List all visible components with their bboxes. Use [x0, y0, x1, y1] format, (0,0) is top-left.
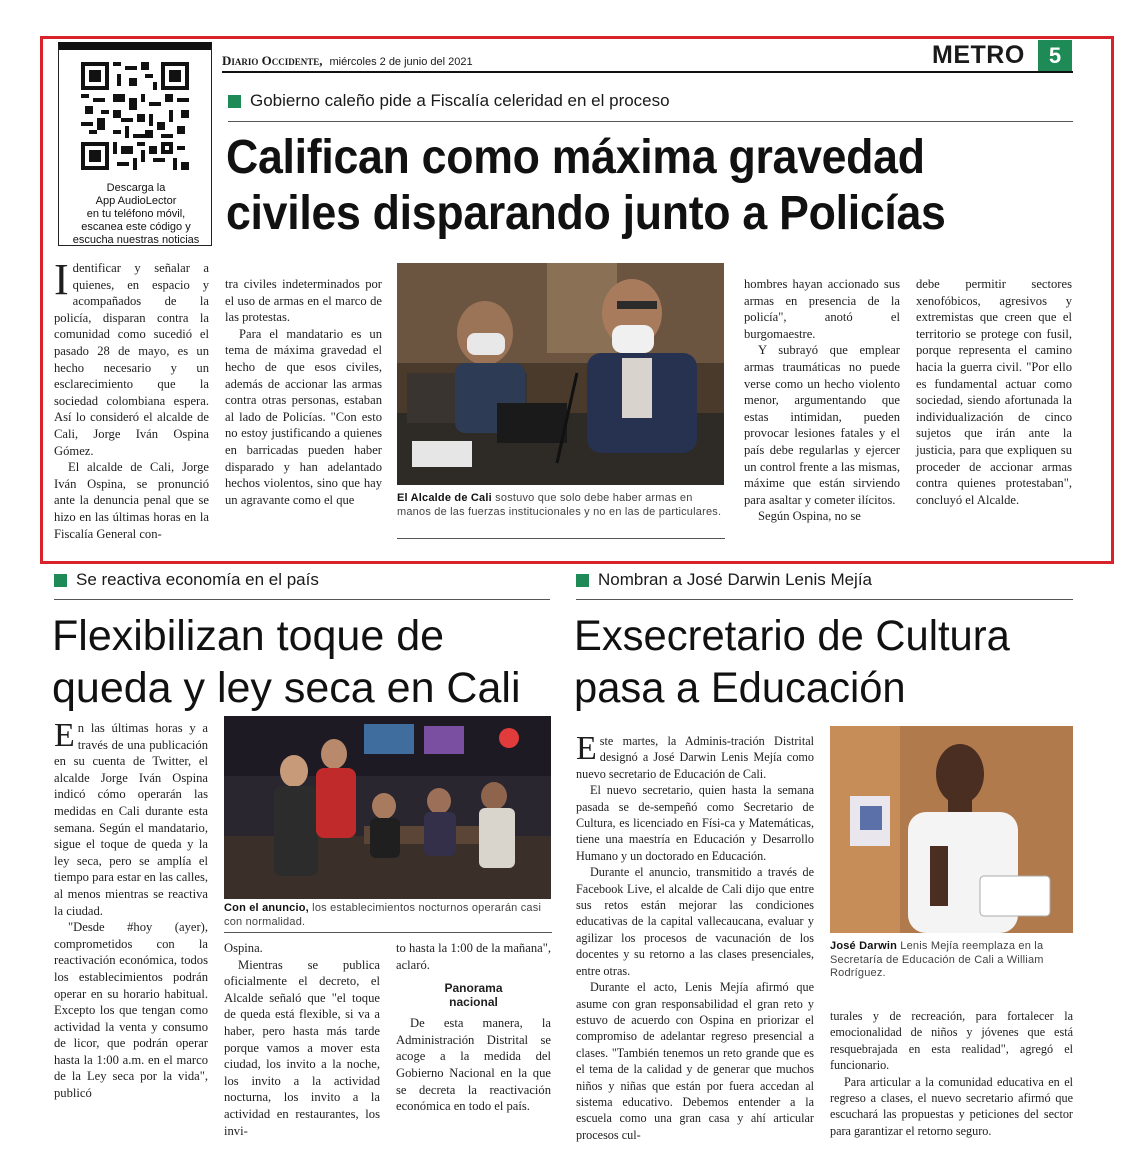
mayor-press-photo	[397, 263, 724, 485]
right-kicker-rule	[576, 599, 1073, 600]
left-photo[interactable]	[224, 716, 551, 899]
left-kicker-rule	[54, 599, 550, 600]
left-col-1: En las últimas horas y a través de una publicación en su cuenta de Twitter, el alcalde Jorge Iván Ospina indicó cómo operarán las medidas en Cali durante esta semana. Según el mandatario, sigue el toque de queda y la ley seca, pero se amplía el tiempo para estar en las calles, al menos mientras se reactiva la ciudad. "Desde #hoy (ayer), comprometidos con la reactivación económica, todos los establecimientos podrán operar en su horario habitual. Excepto los que tengan como actividad la venta y consumo de licor, que podrán operar hasta la 1:00 a.m. en el marco de la Ley seca por la vida", publicó	[54, 717, 208, 1101]
subhead: Panorama nacional	[444, 981, 503, 1010]
drop-cap: E	[576, 730, 597, 767]
qr-code-image[interactable]	[81, 62, 189, 170]
kicker-marker	[576, 574, 589, 587]
left-caption-rule	[224, 932, 552, 933]
right-col-2: turales y de recreación, para fortalecer la emocionalidad de niños y jóvenes que está resquebrajada en esta realidad", agregó el funcionario. Para articular a la comunidad educativa en el regreso a clases, el nuevo secretario afirmó que escuchará las propuestas y peticiones del sector para garantizar el retorno seguro.	[830, 1009, 1073, 1138]
qr-block	[58, 42, 212, 246]
right-kicker: Nombran a José Darwin Lenis Mejía	[576, 570, 1072, 590]
top-col-1: Identificar y señalar a quienes, en espacio y acompañados de la policía, disparan contra la comunidad como sucedió el pasado 28 de mayo, es un hecho necesario y un esclarecimiento que la sociedad colombiana espera. Así lo consideró el alcalde de Cali, Jorge Iván Ospina Gómez. El alcalde de Cali, Jorge Iván Ospina, se pronunció ante la denuncia penal que se hizo en las últimas horas en la Fiscalía General con-	[54, 255, 209, 541]
kicker-marker	[228, 95, 241, 108]
top-col-2: tra civiles indeterminados por el uso de armas en el marco de las protestas. Para el mandatario es un tema de máxima gravedad el hecho de que esos civiles, además de accionar las armas contra otras personas, estaban al lado de Policías. "Con esto no estoy justificando a quienes en barricadas pueden haber disparado y han adelantado hechos violentos, sino que hay un agravante como el que	[225, 277, 382, 507]
top-caption-rule	[397, 538, 725, 539]
top-photo-caption: El Alcalde de Cali sostuvo que solo debe haber armas en manos de las fuerzas institucionales y no en las de particulares.	[397, 492, 722, 518]
right-col-1: Este martes, la Adminis-tración Distrital designó a José Darwin Lenis Mejía como nuevo secretario de Educación de Cali. El nuevo secretario, quien hasta la semana pasada se de-sempeñó como Secretario de Cultura, es licenciado en Físi-ca y Matemáticas, tiene una maestría en Educación y Desarrollo Humano y un doctorado en Educación. Durante el anuncio, transmitido a través de Facebook Live, el alcalde de Cali dijo que entre sus retos están mejorar las condiciones educativas de la capital vallecaucana, evaluar y agilizar los procesos de vacunación de los docentes y su retorno a las clases presenciales, entre otras. Durante el acto, Lenis Mejía afirmó que asume con gran responsabilidad el gran reto y estuvo de acuerdo con Ospina en priorizar el compromiso de adelantar regreso presencial a clases. "También tenemos un reto grande que es el tema de la calidad y de generar que muchos niños y niñas que están por fuera accedan al sistema educativo. Debemos entender a la escuela como una gran casa y ahí articular procesos cul-	[576, 730, 814, 1142]
left-photo-caption: Con el anuncio, los establecimientos nocturnos operarán casi con normalidad.	[224, 902, 542, 928]
left-kicker: Se reactiva economía en el país	[54, 570, 550, 590]
paper-name: Diario Occidente,	[222, 53, 323, 68]
nightlife-photo	[224, 716, 551, 899]
drop-cap: E	[54, 717, 75, 754]
secretary-portrait	[830, 726, 1073, 933]
top-col-4: debe permitir sectores xenofóbicos, agresivos y extremistas que creen que el territorio se protege con fusil, porque representa el camino hacia la guerra civil. "Por ello es fundamental actuar como sociedad, siendo afortunada la individualización de cinco sujetos que irán ante la justicia, para que expliquen su proceder de accionar armas contra quienes protestaban", concluyó el Alcalde.	[916, 277, 1072, 507]
top-kicker-rule	[228, 121, 1073, 122]
top-photo[interactable]	[397, 263, 724, 485]
kicker-marker	[54, 574, 67, 587]
top-col-3: hombres hayan accionado sus armas en presencia de la policía", anotó el burgomaestre. Y subrayó que emplear armas traumáticas no puede verse como un hecho violento menor, argumentando que estas intimidan, pueden provocar lesiones fatales y el país debe regularlas y ejercer un control frente a las mismas, máxime que están sirviendo para asaltar y cometer ilícitos. Según Ospina, no se	[744, 277, 900, 524]
page-number-badge: 5	[1038, 40, 1072, 72]
section-label: METRO	[932, 41, 1025, 69]
top-kicker: Gobierno caleño pide a Fiscalía celeridad en el proceso	[228, 91, 1068, 111]
issue-date: miércoles 2 de junio del 2021	[329, 56, 473, 68]
right-headline: Exsecretario de Cultura pasa a Educación	[574, 612, 1010, 712]
right-photo[interactable]	[830, 726, 1073, 933]
left-col-2: Ospina. Mientras se publica oficialmente el decreto, el Alcalde señaló que "el toque de queda está flexible, si va a haber, pero hasta más tarde porque vamos a mover esta ciudad, los invito a la noche, los invito a la actividad nocturna, los invito a la actividad en restaurantes, los invi-	[224, 941, 380, 1138]
qr-caption: Descarga la App AudioLector en tu teléfono móvil, escanea este código y escucha nuestras noticias	[72, 182, 200, 246]
top-headline: Califican como máxima gravedad civiles disparando junto a Policías	[226, 131, 946, 240]
drop-cap: I	[54, 255, 69, 304]
left-headline: Flexibilizan toque de queda y ley seca en Cali	[52, 612, 521, 712]
right-photo-caption: José Darwin Lenis Mejía reemplaza en la Secretaría de Educación de Cali a William Rodríguez.	[830, 940, 1044, 979]
left-col-3: to hasta la 1:00 de la mañana", aclaró. Panorama nacional De esta manera, la Administración Distrital se acoge a la medida del Gobierno Nacional en la que se decreta la reactivación económica en todo el país.	[396, 941, 551, 1114]
masthead-rule	[222, 71, 1073, 73]
